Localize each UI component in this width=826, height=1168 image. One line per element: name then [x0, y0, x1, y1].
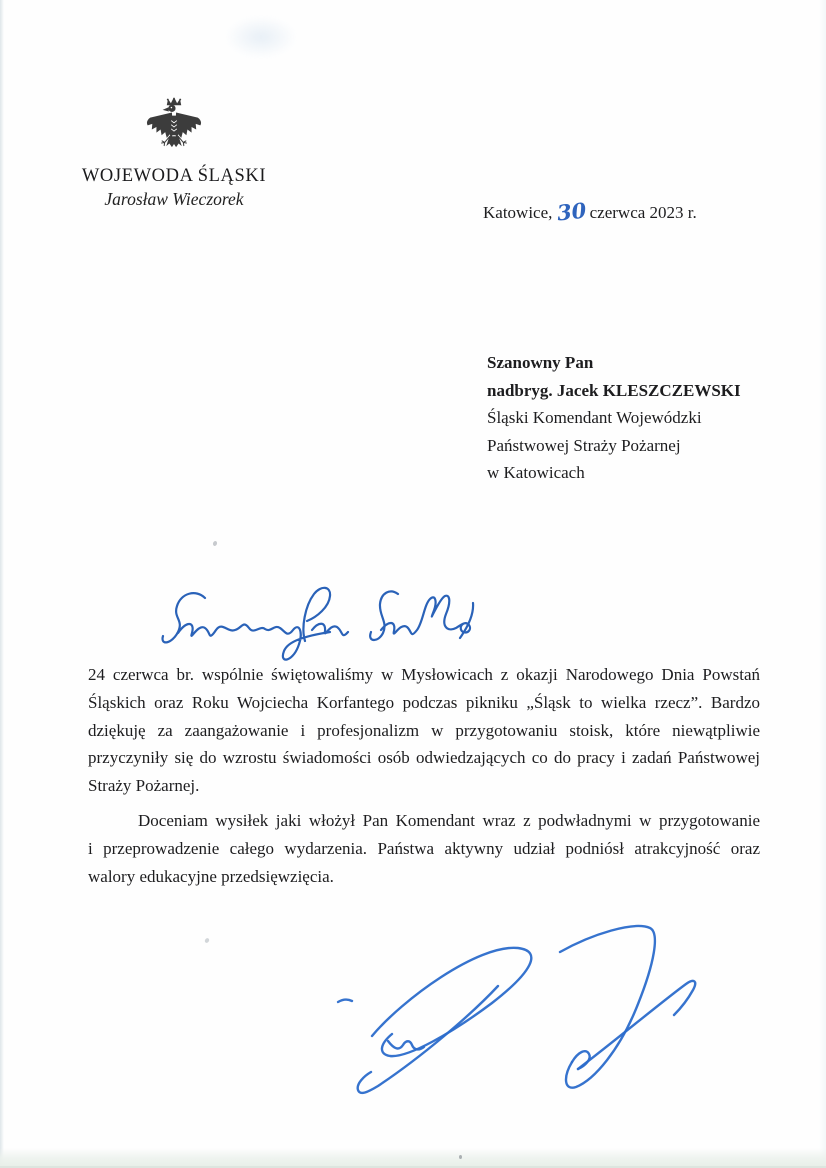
recipient-line: Państwowej Straży Pożarnej	[487, 435, 681, 455]
handwritten-day: 30	[556, 197, 588, 226]
sender-office-title: WOJEWODA ŚLĄSKI	[81, 166, 267, 186]
dateline-rest: czerwca 2023 r.	[589, 203, 697, 222]
body-line: dziękuję za zaangażowanie i profesjonalizm w przygotowaniu stoisk, które niewątpliwie	[88, 720, 760, 740]
scan-smudge	[225, 16, 297, 58]
paragraph-1	[88, 661, 760, 800]
scan-speck	[212, 540, 217, 546]
polish-eagle-emblem-icon	[143, 96, 205, 160]
recipient-line: nadbryg. Jacek KLESZCZEWSKI	[487, 380, 741, 400]
body-line: przyczyniły się do wzrostu świadomości osób odwiedzających co do pracy i zadań Państwowej	[88, 748, 760, 768]
scan-edge-bottom	[0, 1148, 826, 1168]
body-line: Straży Pożarnej.	[88, 776, 200, 796]
scan-edge-right	[819, 0, 826, 1168]
recipient-line: Szanowny Pan	[487, 353, 594, 372]
body-line: walory edukacyjne przedsięwzięcia.	[88, 866, 334, 886]
scan-edge-left	[0, 0, 4, 1168]
handwritten-signature	[328, 913, 710, 1101]
body-line: Doceniam wysiłek jaki włożył Pan Komendant wraz z podwładnymi w przygotowanie	[138, 810, 760, 830]
letterhead	[66, 96, 282, 210]
paragraph-2	[88, 807, 760, 890]
handwritten-salutation	[140, 572, 660, 672]
body-line: 24 czerwca br. wspólnie świętowaliśmy w Mysłowicach z okazji Narodowego Dnia Powstań	[88, 665, 760, 684]
scan-speck	[459, 1155, 462, 1159]
recipient-block	[487, 349, 741, 487]
dateline	[483, 197, 697, 226]
body-line: Śląskich oraz Roku Wojciecha Korfantego podczas pikniku „Śląsk to wielka rzecz”. Bardzo	[88, 692, 760, 712]
dateline-place: Katowice,	[483, 203, 553, 222]
recipient-line: w Katowicach	[487, 463, 585, 483]
recipient-line: Śląski Komendant Wojewódzki	[487, 408, 702, 428]
body-line: i przeprowadzenie całego wydarzenia. Państwa aktywny udział podniósł atrakcyjność oraz	[88, 838, 760, 858]
scan-speck	[204, 937, 210, 943]
salutation-ink-strokes	[140, 572, 660, 672]
sender-official-name: Jarosław Wieczorek	[104, 189, 244, 209]
letter-body	[88, 661, 760, 890]
